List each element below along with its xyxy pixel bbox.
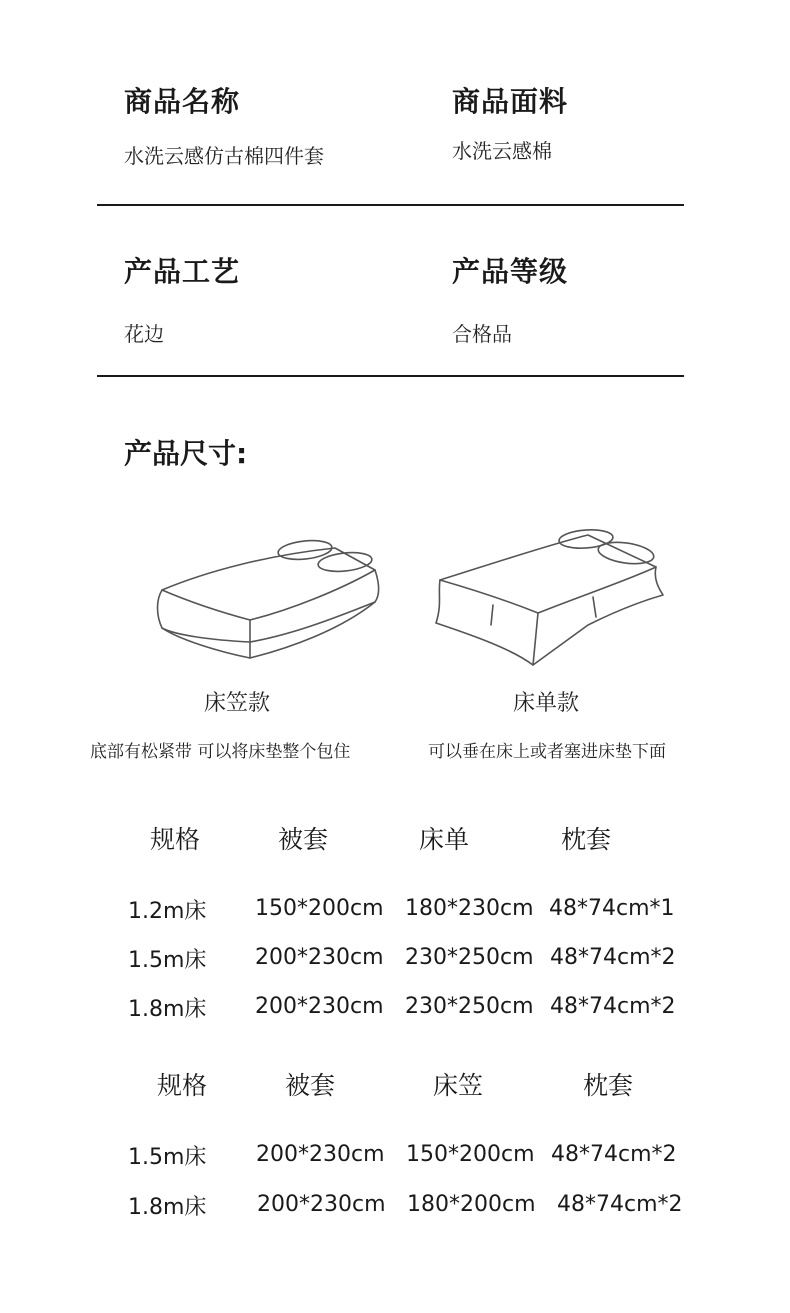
flat-style-desc: 可以垂在床上或者塞进床垫下面	[428, 742, 666, 762]
table-cell: 1.8m床	[128, 997, 207, 1022]
table1-header-spec: 规格	[150, 825, 201, 854]
table-cell: 48*74cm*1	[549, 896, 675, 921]
table-cell: 1.8m床	[128, 1195, 207, 1220]
table-cell: 200*230cm	[257, 1192, 386, 1217]
table2-header-fitted: 床笠	[433, 1071, 484, 1100]
size-section-title: 产品尺寸:	[124, 437, 248, 470]
table-cell: 1.5m床	[128, 948, 207, 973]
grade-label: 产品等级	[452, 255, 569, 288]
table-cell: 230*250cm	[405, 945, 534, 970]
table-cell: 1.5m床	[128, 1145, 207, 1170]
flat-sheet-bed-icon	[428, 525, 668, 670]
table-cell: 150*200cm	[255, 896, 384, 921]
product-name-label: 商品名称	[124, 85, 241, 118]
craft-value: 花边	[124, 322, 164, 346]
table-cell: 48*74cm*2	[551, 1142, 677, 1167]
fitted-sheet-bed-icon	[150, 530, 390, 665]
table-cell: 150*200cm	[406, 1142, 535, 1167]
table-cell: 48*74cm*2	[550, 994, 676, 1019]
table1-header-pillowcase: 枕套	[561, 825, 612, 854]
craft-label: 产品工艺	[124, 255, 241, 288]
grade-value: 合格品	[452, 322, 512, 346]
divider-2	[97, 375, 684, 377]
flat-style-label: 床单款	[513, 691, 580, 716]
table1-header-sheet: 床单	[419, 825, 470, 854]
table-cell: 1.2m床	[128, 899, 207, 924]
table-cell: 200*230cm	[255, 945, 384, 970]
table2-header-pillowcase: 枕套	[583, 1071, 634, 1100]
fitted-style-label: 床笠款	[204, 691, 271, 716]
table1-header-duvet: 被套	[278, 825, 329, 854]
product-name-value: 水洗云感仿古棉四件套	[124, 144, 324, 168]
fitted-style-desc: 底部有松紧带 可以将床垫整个包住	[90, 742, 351, 762]
table-cell: 180*200cm	[407, 1192, 536, 1217]
fabric-label: 商品面料	[452, 85, 569, 118]
table-cell: 200*230cm	[256, 1142, 385, 1167]
table-cell: 180*230cm	[405, 896, 534, 921]
table-cell: 48*74cm*2	[557, 1192, 683, 1217]
table-cell: 200*230cm	[255, 994, 384, 1019]
table-cell: 230*250cm	[405, 994, 534, 1019]
table2-header-duvet: 被套	[285, 1071, 336, 1100]
table-cell: 48*74cm*2	[550, 945, 676, 970]
table2-header-spec: 规格	[157, 1071, 208, 1100]
fabric-value: 水洗云感棉	[452, 139, 552, 163]
divider-1	[97, 204, 684, 206]
